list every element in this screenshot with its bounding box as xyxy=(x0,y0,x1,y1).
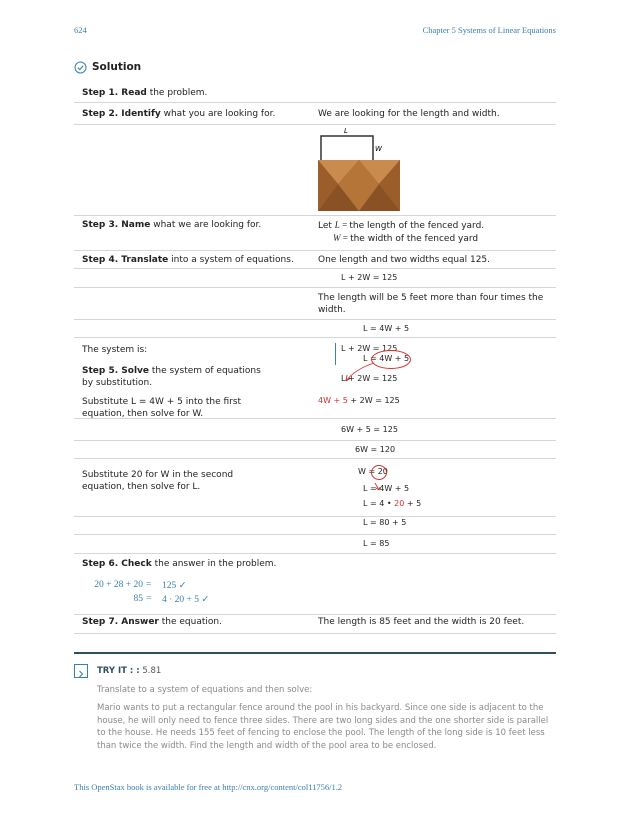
row-divider xyxy=(74,250,556,251)
try-it-label: TRY IT : : 5.81 xyxy=(97,666,162,676)
substitute-20-instruction: Substitute 20 for W in the second equation, then solve for L. xyxy=(82,470,234,492)
diagram-length-label: L xyxy=(344,127,348,135)
solution-title: Solution xyxy=(92,61,142,73)
l-equation: L = 4W + 5 xyxy=(363,484,410,493)
pool-fence-diagram xyxy=(316,124,402,214)
substitution-target-eq: L + 2W = 125 xyxy=(341,374,398,383)
row-divider xyxy=(74,268,556,269)
row-divider xyxy=(74,319,556,320)
row-divider xyxy=(74,102,556,103)
chevron-right-icon xyxy=(74,664,88,678)
row-divider xyxy=(74,614,556,615)
substituted-equation: 4W + 5 + 2W = 125 xyxy=(318,396,400,405)
step-3: Step 3. Name what we are looking for. xyxy=(82,220,262,230)
row-divider xyxy=(74,337,556,338)
system-eq-2: L = 4W + 5 xyxy=(363,354,410,363)
substitute-instruction: Substitute L = 4W + 5 into the first equation, then solve for W. xyxy=(82,397,242,419)
step-7: Step 7. Answer the equation. xyxy=(82,617,222,627)
system-eq-1: L + 2W = 125 xyxy=(341,344,398,353)
page-number: 624 xyxy=(74,25,87,35)
equation-2: L = 4W + 5 xyxy=(363,324,410,333)
step-1: Step 1. Read the problem. xyxy=(82,88,208,98)
try-it-rule xyxy=(74,652,556,654)
row-divider xyxy=(74,553,556,554)
check-circle-icon xyxy=(74,59,87,72)
row-divider xyxy=(74,516,556,517)
step-6: Step 6. Check the answer in the problem. xyxy=(82,559,277,569)
row-divider xyxy=(74,215,556,216)
l-simplified: L = 80 + 5 xyxy=(363,518,407,527)
row-divider xyxy=(74,458,556,459)
system-brace xyxy=(335,343,336,365)
let-length: Let L = the length of the fenced yard. xyxy=(318,220,485,231)
step-2: Step 2. Identify what you are looking for. xyxy=(82,109,276,119)
l-substituted: L = 4 • 20 + 5 xyxy=(363,499,422,508)
try-it-problem: Mario wants to put a rectangular fence around the pool in his backyard. Since one side is adjacent to the house, he will only need to fence three sides. There are two long sides and the one shorter side is parallel to the house. He needs 155 feet of fencing to enclose the pool. The length of the long side is 10 feet less than twice the width. Find the length and width of the pool area to be enclosed. xyxy=(97,703,549,751)
let-width: W = the width of the fenced yard xyxy=(333,233,479,244)
w-equals-20: W = 20 xyxy=(358,467,388,476)
step-4-text: One length and two widths equal 125. xyxy=(318,255,491,265)
step-7-answer: The length is 85 feet and the width is 20 feet. xyxy=(318,617,525,627)
try-it-instruction: Translate to a system of equations and then solve: xyxy=(97,685,313,695)
row-divider xyxy=(74,440,556,441)
row-divider xyxy=(74,287,556,288)
equation-6w-plus-5: 6W + 5 = 125 xyxy=(341,425,398,434)
step-5: Step 5. Solve the system of equations by substitution. xyxy=(82,366,261,388)
row-divider xyxy=(74,534,556,535)
row-divider xyxy=(74,633,556,634)
l-result: L = 85 xyxy=(363,539,390,548)
equation-6w: 6W = 120 xyxy=(355,445,396,454)
diagram-width-label: W xyxy=(375,145,382,153)
length-text: The length will be 5 feet more than four times the width. xyxy=(318,293,544,315)
chapter-title: Chapter 5 Systems of Linear Equations xyxy=(422,25,556,35)
footer-note: This OpenStax book is available for free at http://cnx.org/content/col11756/1.2 xyxy=(74,782,343,792)
equation-1: L + 2W = 125 xyxy=(341,273,398,282)
step-2-answer: We are looking for the length and width. xyxy=(318,109,500,119)
row-divider xyxy=(74,124,556,125)
step-4: Step 4. Translate into a system of equations. xyxy=(82,255,294,265)
system-label: The system is: xyxy=(82,345,148,355)
check-equations: 20 + 28 + 20 = 125 ✓ 85 = 4 · 20 + 5 ✓ xyxy=(94,580,210,605)
